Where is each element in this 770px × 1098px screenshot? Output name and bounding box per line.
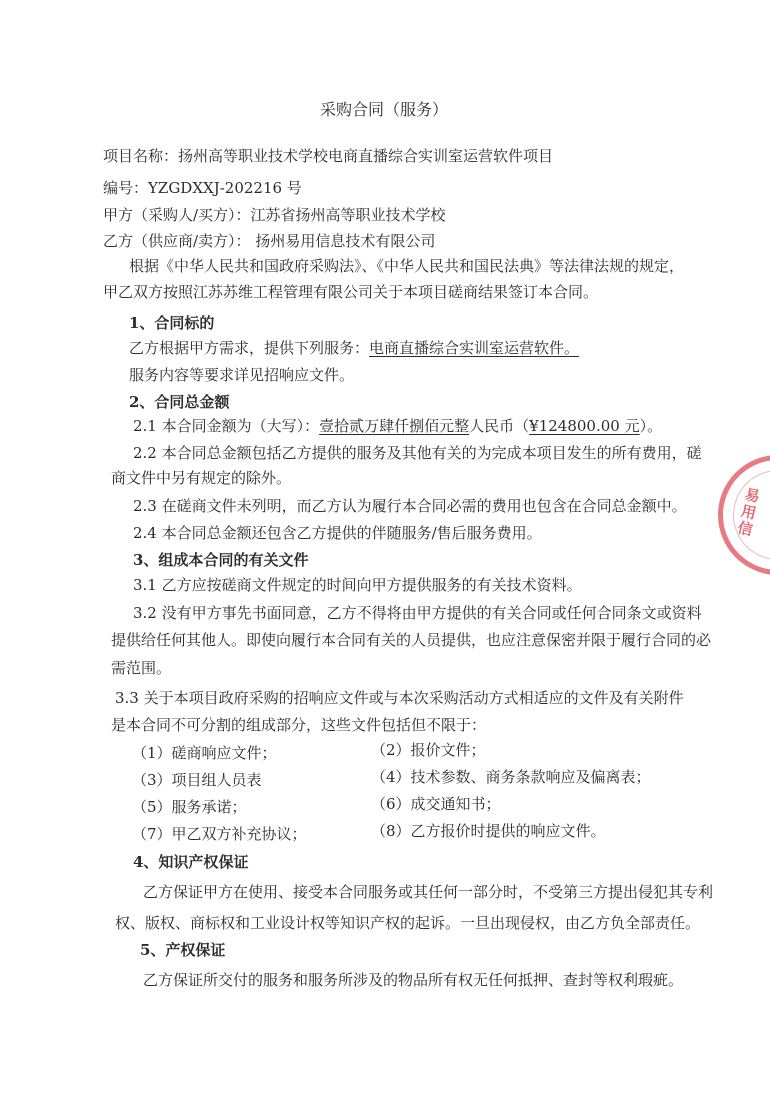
section-3-paragraph-2-line-2: 提供给任何其他人。即使向履行本合同有关的人员提供，也应注意保密并限于履行合同的必: [111, 631, 712, 649]
section-3-paragraph-3-line-1: 3.3 关于本项目政府采购的招响应文件或与本次采购活动方式相适应的文件及有关附件: [115, 689, 684, 707]
document-list-item: （8）乙方报价时提供的响应文件。: [371, 822, 606, 840]
project-name: 项目名称：扬州高等职业技术学校电商直播综合实训室运营软件项目: [103, 147, 554, 165]
section-1-paragraph-1: [129, 338, 579, 358]
company-seal-text: 易用信: [735, 485, 762, 540]
section-3-heading: 3、组成本合同的有关文件: [133, 551, 309, 569]
s2-p1-end: ）。: [639, 417, 663, 435]
s2-p1-mid: 人民币（: [469, 417, 530, 435]
section-2-paragraph-2-line-1: 2.2 本合同总金额包括乙方提供的服务及其他有关的为完成本项目发生的所有费用，磋: [133, 444, 702, 462]
s2-p1-prefix: 2.1 本合同金额为（大写）：: [133, 417, 320, 435]
section-2-paragraph-4: 2.4 本合同总金额还包含乙方提供的伴随服务/售后服务费用。: [133, 524, 542, 542]
document-list-item: （6）成交通知书；: [371, 795, 501, 813]
section-3-paragraph-3-line-2: 是本合同不可分割的组成部分，这些文件包括但不限于：: [111, 716, 487, 734]
document-list-item: （4）技术参数、商务条款响应及偏离表；: [371, 768, 651, 786]
section-5-paragraph: 乙方保证所交付的服务和服务所涉及的物品所有权无任何抵押、查封等权利瑕疵。: [143, 971, 684, 989]
section-2-paragraph-2-line-2: 商文件中另有规定的除外。: [111, 469, 292, 487]
contract-number: 编号：YZGDXXJ-202216 号: [103, 179, 302, 197]
section-5-heading: 5、产权保证: [140, 941, 226, 959]
document-title: 采购合同（服务）: [320, 100, 449, 119]
section-3-paragraph-1: 3.1 乙方应按磋商文件规定的时间向甲方提供服务的有关技术资料。: [133, 576, 582, 594]
section-2-paragraph-1: [133, 416, 662, 436]
section-4-paragraph-line-1: 乙方保证甲方在使用、接受本合同服务或其任何一部分时，不受第三方提出侵犯其专利: [143, 883, 714, 901]
section-1-heading: 1、合同标的: [129, 314, 215, 332]
section-4-heading: 4、知识产权保证: [133, 853, 249, 871]
intro-line-1: 根据《中华人民共和国政府采购法》、《中华人民共和国民法典》等法律法规的规定，: [129, 257, 685, 275]
party-b: 乙方（供应商/卖方）： 扬州易用信息技术有限公司: [103, 232, 436, 250]
s1-p1-prefix: 乙方根据甲方需求，提供下列服务：: [129, 339, 370, 357]
intro-line-2: 甲乙双方按照江苏苏维工程管理有限公司关于本项目磋商结果签订本合同。: [103, 283, 599, 301]
document-list-item: （3）项目组人员表: [132, 771, 262, 789]
document-list-item: （1）磋商响应文件；: [132, 744, 277, 762]
amount-in-words: 壹拾贰万肆仟捌佰元整: [319, 417, 470, 435]
amount-figure: ¥124800.00 元: [529, 417, 640, 435]
section-1-paragraph-2: 服务内容等要求详见招响应文件。: [129, 366, 355, 384]
party-a: 甲方（采购人/买方）：江苏省扬州高等职业技术学校: [103, 206, 446, 224]
section-2-heading: 2、合同总金额: [129, 393, 230, 411]
document-list-item: （2）报价文件；: [371, 741, 486, 759]
document-list-item: （5）服务承诺；: [132, 798, 247, 816]
section-2-paragraph-3: 2.3 在磋商文件未列明，而乙方认为履行本合同必需的费用也包含在合同总金额中。: [133, 497, 687, 515]
document-list-item: （7）甲乙双方补充协议；: [132, 825, 307, 843]
section-3-paragraph-2-line-1: 3.2 没有甲方事先书面同意，乙方不得将由甲方提供的有关合同或任何合同条文或资料: [133, 604, 702, 622]
section-4-paragraph-line-2: 权、版权、商标权和工业设计权等知识产权的起诉。一旦出现侵权，由乙方负全部责任。: [115, 914, 701, 932]
s1-service-name: 电商直播综合实训室运营软件。: [369, 339, 580, 357]
section-3-paragraph-2-line-3: 需范围。: [111, 659, 172, 677]
